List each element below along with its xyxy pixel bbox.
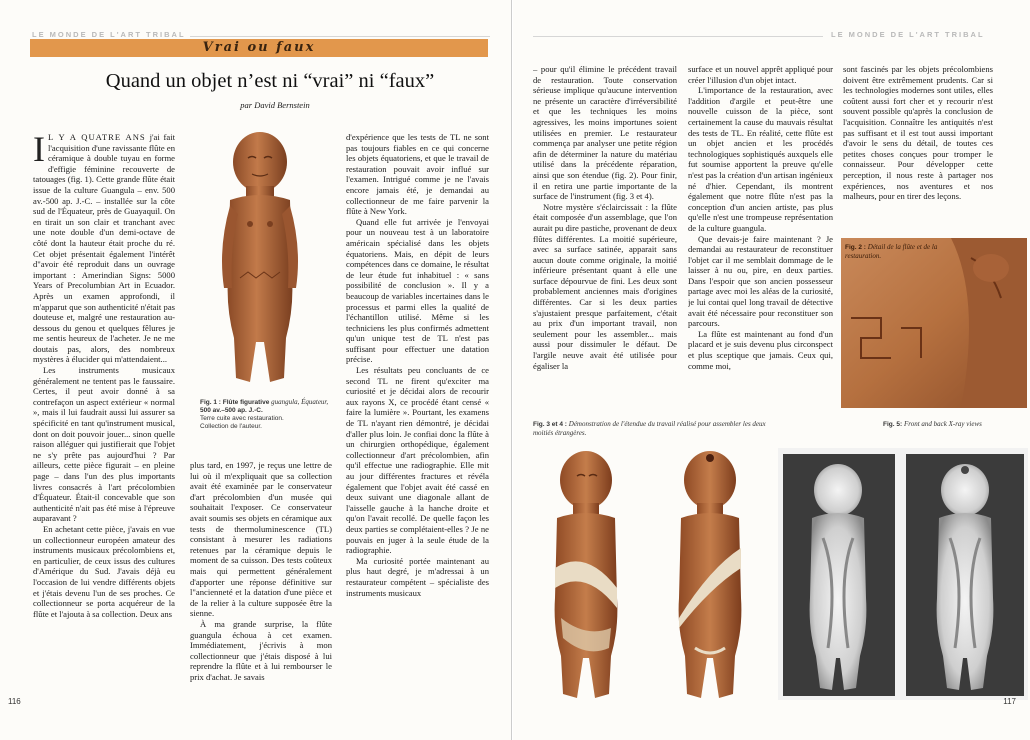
figure-5-xray-photo <box>778 448 1028 700</box>
paragraph: – pour qu'il élimine le précédent travail de restauration. Toute conservation sérieuse implique qu'aucune intervention ne présente un caractère d'irréversibilité et que les techniques les moins agressives, les moins importunes soient utilisées en premier. Le restaurateur commença par analyser une petite région afin de déterminer la nature du matériau utilisé dans la précédente réparation, ainsi que son étendue (fig. 2). Pour finir, il en retira une partie importante de la surface de l'instrument (fig. 3 et 4). <box>533 64 677 202</box>
text-column-2 <box>190 460 332 710</box>
figure-2-caption <box>845 243 955 261</box>
paragraph: L'importance de la restauration, avec l'addition d'argile et peut-être une nouvelle cuisson de la pièce, sont certainement la cause du mauvais résultat des tests de TL. En réalité, cette flûte est un objet ancien et les procédés technologiques sophistiqués auxquels elle fut soumise apportent la preuve qu'elle n'est pas la création d'un artisan ingénieux né d'hier. Cependant, ils montrent également que notre flûte n'est pas la conception d'un ancien artiste, pas plus qu'elle n'est une trompeuse représentation de la culture guangula. <box>688 85 833 233</box>
caption-date: 500 av.–500 ap. J.-C. <box>200 407 263 414</box>
paragraph: Que devais-je faire maintenant ? Je demandai au restaurateur de reconstituer l'objet car il me semblait dommage de le laisser à nu ou, pire, en deux parties. Dans l'espoir que son ancien possesseur partage avec moi les aléas de la curiosité, je lui contai quel long travail de détective avait été nécessaire pour reconstituer son parcours. <box>688 233 833 329</box>
left-page <box>0 0 512 740</box>
caption-label: Fig. 2 : <box>845 244 866 251</box>
paragraph: Notre mystère s'éclaircissait : la flûte était composée d'un assemblage, que l'on aurait pu dire pastiche, provenant de deux flûtes différentes. La moitié supérieure, avec sa surface satinée, apparait sans aucun doute comme originale, la moitié inférieure présentant quant à elle une surface dépourvue de fini. Les deux sont probablement anciennes mais d'origines différentes. Car si les deux parties s'ajustaient presque parfaitement, c'était au prix d'un important travail, non seulement pour les assembler... mais aussi pour dissimuler le défaut. De l'argile neuve avait été utilisée pour égaliser la <box>533 201 677 371</box>
figure-34-caption <box>533 420 783 438</box>
figure-5-caption <box>883 420 1023 429</box>
xray-back-view <box>937 464 994 690</box>
paragraph: Quand elle fut arrivée je l'envoyai pour un nouveau test à un laboratoire américain spécialisé dans les objets équatoriens. Mais, en dépit de leurs compétences dans ce domaine, le résultat de leur étude fut inhabituel : « sans possibilité de conclusion ». Il y a beaucoup de variables incertaines dans le processus et parmi elles la qualité de l'échantillon utilisé. Même si les techniciens les plus confirmés admettent qu'un unique test de TL n'est pas suffisant pour effectuer une datation précise. <box>346 216 489 365</box>
paragraph: surface et un nouvel apprêt appliqué pour créer l'illusion d'un objet intact. <box>688 64 833 85</box>
caption-text: Démonstration de l'étendue du travail réalisé pour assembler les deux moitiés étrangères. <box>533 420 766 437</box>
figure-2-detail-photo <box>841 238 1027 408</box>
running-head-left: LE MONDE DE L'ART TRIBAL <box>32 30 186 39</box>
paragraph: En achetant cette pièce, j'avais en vue un collectionneur européen amateur des instruments musicaux précolombiens et, en particulier, de ceux issus des cultures d'Amérique du Sud. J'avais déjà eu l'occasion de lui vendre différents objets et j'étais devenu l'un de ses proches. Ce collectionneur se porta acquéreur de la flûte et l'ajouta à sa collection. Deux ans <box>33 523 175 619</box>
caption-text: Détail de la flûte et de la restauration. <box>845 243 938 260</box>
text-column-6 <box>843 64 993 234</box>
paragraph <box>33 132 175 365</box>
paragraph-text: j'ai fait l'acquisition d'une ravissante flûte en céramique à double tuyau en forme d'effigie féminine recouverte de tatouages (fig. 1). Cette grande flûte était issue de la culture Guangula – env. 500 av.-500 ap. J.-C. – installée sur la côte sud de l'Équateur, près de Guayaquil. On en tirait un son clair et tranchant avec une note double d'un demi-octave de côté dont la hauteur était proche du ré. Cet objet présentait également l'intérêt d"avoir été reproduit dans un ouvrage important : Amerindian Signs: 5000 Years of Precolumbian Art in Ecuador. Après un examen approfondi, il m'apparut que son authenticité n'était pas douteuse et, malgré une restauration au-dessous du genou et quelques fêlures je me sentis heureux de l'acheter. Je ne me doutais pas, alors, des nombreux mystères à élucider qui m'attendaient... <box>33 132 175 365</box>
page-number-right: 117 <box>1003 697 1016 706</box>
figure-1-caption <box>200 398 335 431</box>
section-banner: Vrai ou faux <box>30 39 488 57</box>
running-rule-right <box>533 36 823 37</box>
text-column-5 <box>688 64 833 414</box>
paragraph: Les instruments musicaux généralement ne tentent pas le faussaire. Certes, il peut avoir donné à sa contrefaçon un aspect extérieur « normal », mais il lui faudrait aussi lui assurer sa spécificité en tant qu'instrument musical, dont on doit pouvoir jouer... sinon quelle raison alléguer qui justifierait que l'objet ne s'y prête pas aujourd'hui ? Par ailleurs, cette pièce figurait – en pleine page – dans l'un des plus importants livres consacrés à l'art précolombien d'Équateur. Était-il concevable que son authenticité n'ait pas été mise à l'épreuve auparavant ? <box>33 365 175 524</box>
lead-in: L Y A QUATRE ANS <box>48 132 146 142</box>
figure-1-flute-photo <box>200 128 320 390</box>
text-column-3 <box>346 132 489 710</box>
paragraph: d'expérience que les tests de TL ne sont pas toujours fiables en ce qui concerne les objets équatoriens, et que le travail de restauration pouvait avoir influé sur l'examen. Intrigué comme je ne l'avais encore jamais été, je demandai au collectionneur de me faire parvenir la flûte à New York. <box>346 132 489 217</box>
caption-label: Fig. 3 et 4 : <box>533 421 567 428</box>
caption-collection: Collection de l'auteur. <box>200 423 262 430</box>
running-rule-left <box>190 36 490 37</box>
paragraph: La flûte est maintenant au fond d'un placard et je suis devenu plus circonspect et plus sceptique que jamais. Ceux qui, comme moi, <box>688 328 833 371</box>
page-number-left: 116 <box>8 697 21 706</box>
right-page <box>513 0 1030 740</box>
caption-material: Terre cuite avec restauration. <box>200 415 284 422</box>
running-head-right: LE MONDE DE L'ART TRIBAL <box>831 30 985 39</box>
text-column-1 <box>33 132 175 710</box>
caption-culture: guangula, Équateur, <box>271 398 329 406</box>
xray-front-view <box>810 464 867 690</box>
paragraph: plus tard, en 1997, je reçus une lettre de lui où il m'expliquait que sa collection avait été examinée par le conservateur d'art précolombien d'un musée qui souhaitait l'exposer. Ce conservateur avait soumis ses objets en céramique aux tests de thermoluminescence (TL) consistant à mesurer les radiations retenues par la céramique depuis le moment de sa cuisson. Des tests coûteux mais qui permettent généralement d'apporter une réponse définitive sur l"ancienneté et la datation d'une pièce et de la relier à la culture supposée être la sienne. <box>190 460 332 619</box>
caption-text: Front and back X-ray views <box>903 420 982 428</box>
figure-3-front-photo <box>531 448 641 700</box>
text-column-4 <box>533 64 677 414</box>
paragraph: Les résultats peu concluants de ce second TL ne firent qu'exciter ma curiosité et je décidai alors de recourir aux rayons X, ce procédé étant censé « faire la lumière ». Pourtant, les examens de TL n'ayant rien démontré, je décidai d'aller plus loin. Je confiai donc la flûte à un chirurgien orthopédique, également collectionneur d'art précolombien, afin qu'il effectue une radiographie. Elle mit au jour différentes fractures et révéla également que l'objet avait été cassé en deux suivant une diagonale allant de l'aisselle gauche à la hanche droite et qu'on l'avait recollé. De quelle façon les deux parties se complétaient-elles ? Je ne pouvais en juger à la seule étude de la radiographie. <box>346 365 489 556</box>
figure-4-back-photo <box>655 448 765 700</box>
drop-cap: I <box>33 132 45 169</box>
caption-label: Fig. 1 : Flûte figurative <box>200 399 270 406</box>
caption-label: Fig. 5: <box>883 421 903 428</box>
article-title: Quand un objet n’est ni “vrai” ni “faux” <box>105 70 435 92</box>
paragraph: Ma curiosité portée maintenant au plus haut degré, je m'adressai à un restaurateur compétent – spécialiste des instruments musicaux <box>346 555 489 598</box>
paragraph: sont fascinés par les objets précolombiens doivent être extrêmement prudents. Car si les technologies modernes sont utiles, elles coûtent aussi fort cher et y recourir n'est souvent possible qu'après la conclusion de l'acquisition. Connaître les antiquités n'est pas suffisant et il est tout aussi important d'avoir le sens du détail, de toutes ces petites choses conçues pour tromper le connaisseur. Pour développer cette perception, il nous reste à partager nos expériences, nos aventures et nos malheurs, pour en tirer des leçons. <box>843 64 993 202</box>
paragraph: À ma grande surprise, la flûte guangula échoua à cet examen. Immédiatement, j'écrivis à mon collectionneur que j'étais disposé à lui reprendre la flûte et à lui rembourser le prix d'achat. Je savais <box>190 618 332 682</box>
byline: par David Bernstein <box>240 100 310 110</box>
